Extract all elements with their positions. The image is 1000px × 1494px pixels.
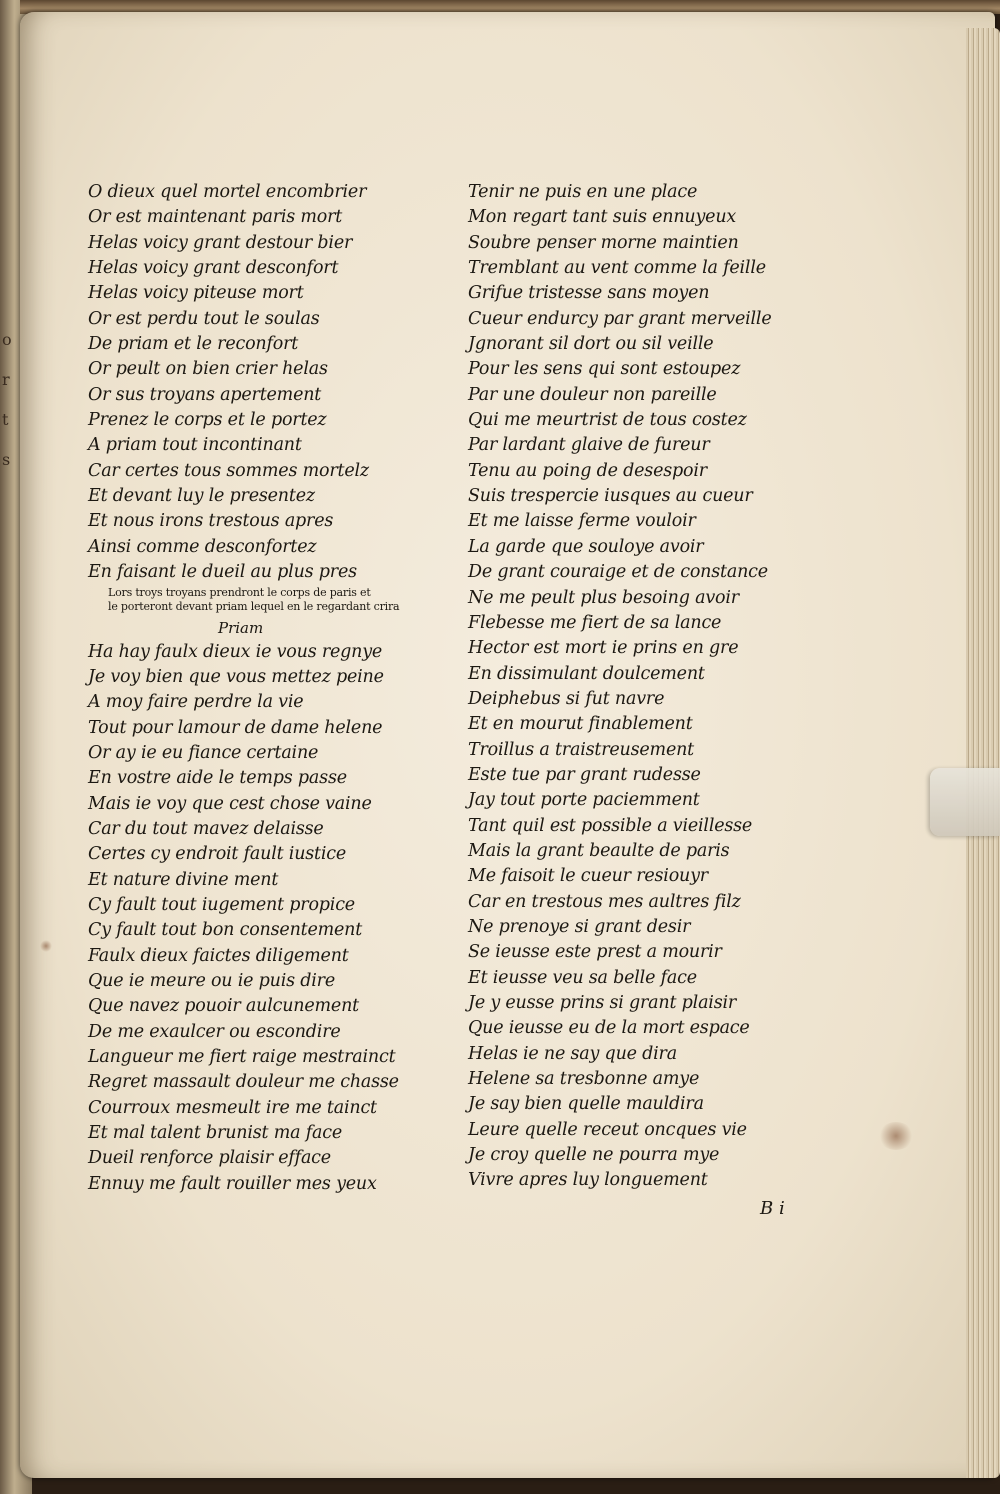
verse-line: Courroux mesmeult ire me tainct [88, 1097, 377, 1118]
verse-line: Ha hay faulx dieux ie vous regnye [88, 641, 383, 662]
verse-line: Mon regart tant suis ennuyeux [468, 207, 737, 228]
verse-line: Et mal talent brunist ma face [88, 1123, 342, 1144]
verse-line: Ne me peult plus besoing avoir [468, 587, 739, 608]
verse-line: O dieux quel mortel encombrier [88, 182, 367, 202]
verse-line: Este tue par grant rudesse [468, 764, 701, 785]
verse-line: Par une douleur non pareille [468, 384, 717, 405]
verse-line: Or ay ie eu fiance certaine [88, 742, 319, 763]
verse-line: Helene sa tresbonne amye [468, 1069, 700, 1090]
verse-line: Me faisoit le cueur resiouyr [468, 866, 708, 887]
verse-line: Troillus a traistreusement [468, 739, 695, 760]
verse-line: Faulx dieux faictes diligement [88, 945, 349, 966]
verse-line: Vivre apres luy longuement [468, 1170, 708, 1191]
verse-line: Leure quelle receut oncques vie [468, 1119, 747, 1140]
verse-line: Suis trespercie iusques au cueur [468, 486, 753, 507]
verse-line: Je voy bien que vous mettez peine [88, 666, 384, 687]
verse-line: Jay tout porte paciemment [468, 790, 700, 811]
signature-mark: B i [760, 1198, 785, 1219]
verse-line: Or peult on bien crier helas [88, 359, 328, 380]
verse-line: Cy fault tout bon consentement [88, 920, 363, 941]
verse-line: Ainsi comme desconfortez [88, 536, 317, 557]
verse-line: Or sus troyans apertement [88, 384, 322, 405]
verse-line: Tant quil est possible a vieillesse [468, 815, 753, 836]
verse-line: A moy faire perdre la vie [88, 692, 304, 713]
verse-line: Mais la grant beaulte de paris [468, 840, 730, 861]
verse-line: Or est maintenant paris mort [88, 207, 343, 228]
verse-line: Et ieusse veu sa belle face [468, 967, 697, 988]
stage-direction: le porteront devant priam lequel en le regardant crira [108, 599, 400, 613]
verse-line: Car certes tous sommes mortelz [88, 460, 369, 481]
previous-page-text: o r t s [2, 330, 12, 469]
verse-line: Et me laisse ferme vouloir [468, 511, 696, 532]
verse-line: De priam et le reconfort [88, 334, 299, 355]
verse-line: Tenir ne puis en une place [468, 182, 698, 202]
verse-line: Hector est mort ie prins en gre [468, 638, 739, 659]
verse-line: Pour les sens qui sont estoupez [468, 359, 741, 380]
left-column [88, 180, 453, 1197]
bookmark-tab[interactable] [930, 768, 1000, 836]
verse-line: Car en trestous mes aultres filz [468, 891, 741, 912]
ink-stain [40, 940, 52, 952]
verse-line: Prenez le corps et le portez [88, 410, 327, 431]
verse-line: Dueil renforce plaisir efface [88, 1148, 331, 1169]
verse-line: Grifue tristesse sans moyen [468, 283, 710, 304]
verse-line: Tremblant au vent comme la feille [468, 258, 766, 279]
verse-line: Je say bien quelle mauldira [468, 1094, 704, 1115]
verse-line: Deiphebus si fut navre [468, 688, 665, 709]
verse-line: Helas voicy grant desconfort [88, 258, 339, 279]
verse-line: La garde que souloye avoir [468, 536, 704, 557]
verse-line: Tout pour lamour de dame helene [88, 717, 383, 738]
verse-line: Cueur endurcy par grant merveille [468, 308, 772, 329]
verse-line: Helas ie ne say que dira [468, 1043, 677, 1064]
verse-line: Jgnorant sil dort ou sil veille [468, 334, 714, 355]
verse-line: Ne prenoye si grant desir [468, 916, 691, 937]
page-stack-edges [966, 28, 1000, 1478]
verse-line: Tenu au poing de desespoir [468, 460, 707, 481]
verse-line: Et en mourut finablement [468, 714, 693, 735]
stage-direction: Lors troys troyans prendront le corps de paris et [108, 585, 371, 599]
ink-stain [878, 1122, 914, 1150]
verse-line: Et nature divine ment [88, 869, 279, 890]
verse-line: Que navez pouoir aulcunement [88, 996, 359, 1017]
verse-line: De me exaulcer ou escondire [88, 1021, 341, 1042]
speaker-heading: Priam [218, 618, 264, 637]
verse-line: Car du tout mavez delaisse [88, 818, 324, 839]
right-column [468, 180, 838, 1194]
verse-line: En dissimulant doulcement [468, 663, 705, 684]
verse-line: Se ieusse este prest a mourir [468, 942, 722, 963]
verse-line: Regret massault douleur me chasse [88, 1072, 399, 1093]
verse-line: De grant couraige et de constance [468, 562, 768, 583]
verse-line: Que ie meure ou ie puis dire [88, 970, 335, 991]
verse-line: Que ieusse eu de la mort espace [468, 1018, 750, 1039]
verse-line: Cy fault tout iugement propice [88, 894, 355, 915]
verse-line: Ennuy me fault rouiller mes yeux [88, 1173, 377, 1194]
verse-line: Et devant luy le presentez [88, 486, 315, 507]
verse-line: Flebesse me fiert de sa lance [468, 612, 722, 633]
verse-line: Qui me meurtrist de tous costez [468, 410, 747, 431]
verse-line: Je y eusse prins si grant plaisir [468, 993, 737, 1013]
verse-line: Et nous irons trestous apres [88, 511, 334, 532]
verse-line: En faisant le dueil au plus pres [88, 562, 357, 583]
verse-line: Mais ie voy que cest chose vaine [88, 793, 372, 814]
verse-line: Je croy quelle ne pourra mye [468, 1145, 720, 1166]
verse-line: Langueur me fiert raige mestrainct [88, 1047, 396, 1067]
verse-line: Par lardant glaive de fureur [468, 435, 710, 456]
verse-line: Helas voicy piteuse mort [88, 283, 304, 304]
verse-line: A priam tout incontinant [88, 435, 302, 456]
verse-line: Helas voicy grant destour bier [88, 232, 353, 253]
verse-line: Soubre penser morne maintien [468, 232, 739, 253]
verse-line: En vostre aide le temps passe [88, 768, 347, 789]
verse-line: Certes cy endroit fault iustice [88, 844, 347, 865]
verse-line: Or est perdu tout le soulas [88, 308, 320, 329]
